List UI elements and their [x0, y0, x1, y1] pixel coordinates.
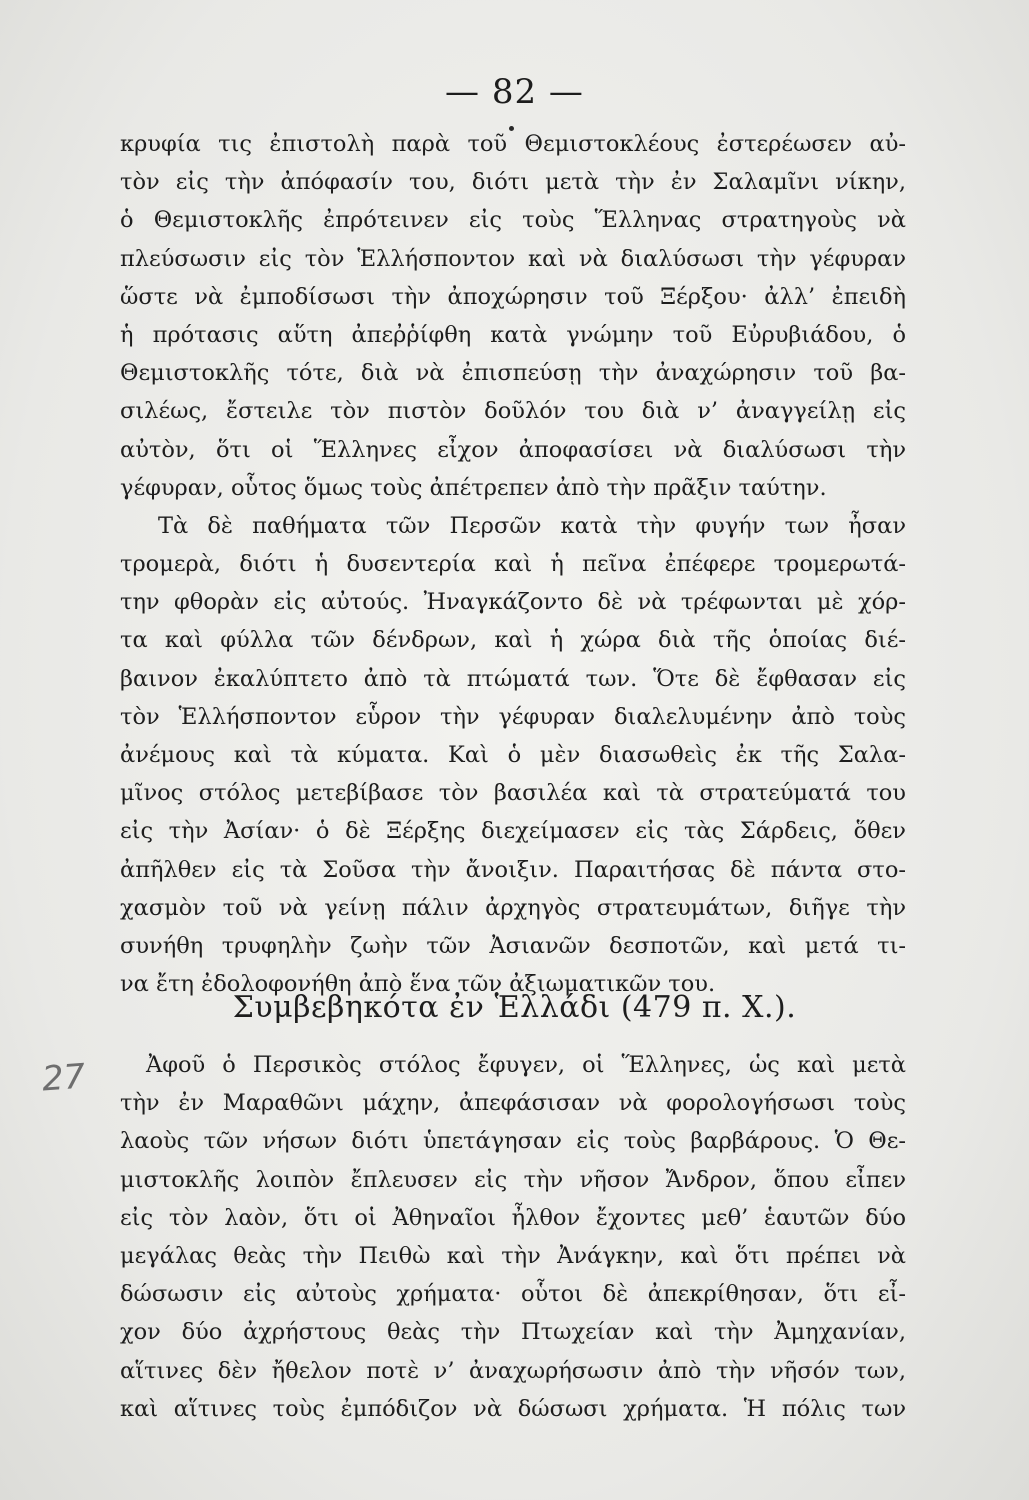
text-block-lower [120, 1046, 906, 1428]
text-line: Θεμιστοκλῆς τότε, διὰ νὰ ἐπισπεύσῃ τὴν ἀναχώρησιν τοῦ βα- [120, 360, 906, 387]
text-line: κρυφία τις ἐπιστολὴ παρὰ τοῦ Θεμιστοκλέους ἐστερέωσεν αὐ- [120, 131, 906, 157]
text-line: βαινον ἐκαλύπτετο ἀπὸ τὰ πτώματά των. Ὅτε δὲ ἔφθασαν εἰς [120, 665, 906, 692]
text-line: αἵτινες δὲν ἤθελον ποτὲ ν’ ἀναχωρήσωσιν ἀπὸ τὴν νῆσόν των, [120, 1357, 906, 1384]
text-line: ἡ πρότασις αὕτη ἀπεῤῥίφθη κατὰ γνώμην τοῦ Εὐρυβιάδου, ὁ [120, 321, 906, 348]
text-line: εἰς τὴν Ἀσίαν· ὁ δὲ Ξέρξης διεχείμασεν εἰς τὰς Σάρδεις, ὅθεν [120, 818, 906, 845]
text-line: σιλέως, ἔστειλε τὸν πιστὸν δοῦλόν του διὰ ν’ ἀναγγείλῃ εἰς [120, 398, 906, 425]
text-line: συνήθη τρυφηλὴν ζωὴν τῶν Ἀσιανῶν δεσποτῶν, καὶ μετά τι- [120, 932, 906, 959]
text-line: μῖνος στόλος μετεβίβασε τὸν βασιλέα καὶ τὰ στρατεύματά του [120, 780, 906, 807]
text-line: καὶ αἵτινες τοὺς ἐμπόδιζον νὰ δώσωσι χρήματα. Ἡ πόλις των [120, 1395, 906, 1422]
page-number: — 82 — [445, 72, 584, 112]
text-line: χον δύο ἀχρήστους θεὰς τὴν Πτωχείαν καὶ τὴν Ἀμηχανίαν, [120, 1319, 906, 1346]
text-line: τὸν Ἑλλήσποντον εὗρον τὴν γέφυραν διαλελυμένην ἀπὸ τοὺς [120, 703, 906, 730]
text-block-upper [120, 125, 906, 1003]
text-line: μιστοκλῆς λοιπὸν ἔπλευσεν εἰς τὴν νῆσον Ἄνδρον, ὅπου εἶπεν [120, 1166, 906, 1193]
section-heading: Συμβεβηκότα ἐν Ἑλλάδι (479 π. Χ.). [232, 990, 797, 1025]
text-line: χασμὸν τοῦ νὰ γείνῃ πάλιν ἀρχηγὸς στρατευμάτων, διῆγε τὴν [120, 894, 906, 921]
paragraph-first-line: Τὰ δὲ παθήματα τῶν Περσῶν κατὰ τὴν φυγήν των ἦσαν [158, 512, 906, 539]
text-line: δώσωσιν εἰς αὐτοὺς χρήματα· οὗτοι δὲ ἀπεκρίθησαν, ὅτι εἶ- [120, 1281, 906, 1308]
text-line: εἰς τὸν λαὸν, ὅτι οἱ Ἀθηναῖοι ἦλθον ἔχοντες μεθ’ ἑαυτῶν δύο [120, 1204, 906, 1231]
text-line: ὁ Θεμιστοκλῆς ἐπρότεινεν εἰς τοὺς Ἕλληνας στρατηγοὺς νὰ [120, 207, 906, 234]
text-line: να ἔτη ἐδολοφονήθη ἀπὸ ἕνα τῶν ἀξιωματικῶν του. [120, 971, 716, 998]
text-line: αὐτὸν, ὅτι οἱ Ἕλληνες εἶχον ἀποφασίσει νὰ διαλύσωσι τὴν [120, 436, 906, 463]
text-line: μεγάλας θεὰς τὴν Πειθὼ καὶ τὴν Ἀνάγκην, καὶ ὅτι πρέπει νὰ [120, 1242, 906, 1269]
text-line: τὴν ἐν Μαραθῶνι μάχην, ἀπεφάσισαν νὰ φορολογήσωσι τοὺς [120, 1090, 906, 1117]
text-line: λαοὺς τῶν νήσων διότι ὑπετάγησαν εἰς τοὺς βαρβάρους. Ὁ Θε- [120, 1128, 906, 1155]
text-line: την φθορὰν εἰς αὐτούς. Ἠναγκάζοντο δὲ νὰ τρέφωνται μὲ χόρ- [120, 589, 906, 616]
paragraph-first-line: Ἀφοῦ ὁ Περσικὸς στόλος ἔφυγεν, οἱ Ἕλληνες, ὡς καὶ μετὰ [146, 1052, 906, 1078]
handwritten-margin-note: 27 [40, 1056, 87, 1100]
text-line: τὸν εἰς τὴν ἀπόφασίν του, διότι μετὰ τὴν ἐν Σαλαμῖνι νίκην, [120, 169, 906, 196]
text-line: τα καὶ φύλλα τῶν δένδρων, καὶ ἡ χώρα διὰ τῆς ὁποίας διέ- [120, 627, 906, 654]
text-line: γέφυραν, οὗτος ὅμως τοὺς ἀπέτρεπεν ἀπὸ τὴν πρᾶξιν ταύτην. [120, 474, 827, 501]
text-line: τρομερὰ, διότι ἡ δυσεντερία καὶ ἡ πεῖνα ἐπέφερε τρομερωτά- [120, 551, 906, 578]
text-line: ἀνέμους καὶ τὰ κύματα. Καὶ ὁ μὲν διασωθεὶς ἐκ τῆς Σαλα- [120, 742, 906, 768]
text-line: πλεύσωσιν εἰς τὸν Ἑλλήσποντον καὶ νὰ διαλύσωσι τὴν γέφυραν [120, 245, 906, 272]
text-line: ὥστε νὰ ἐμποδίσωσι τὴν ἀποχώρησιν τοῦ Ξέρξου· ἀλλ’ ἐπειδὴ [120, 283, 906, 310]
text-line: ἀπῆλθεν εἰς τὰ Σοῦσα τὴν ἄνοιξιν. Παραιτήσας δὲ πάντα στο- [120, 856, 906, 883]
